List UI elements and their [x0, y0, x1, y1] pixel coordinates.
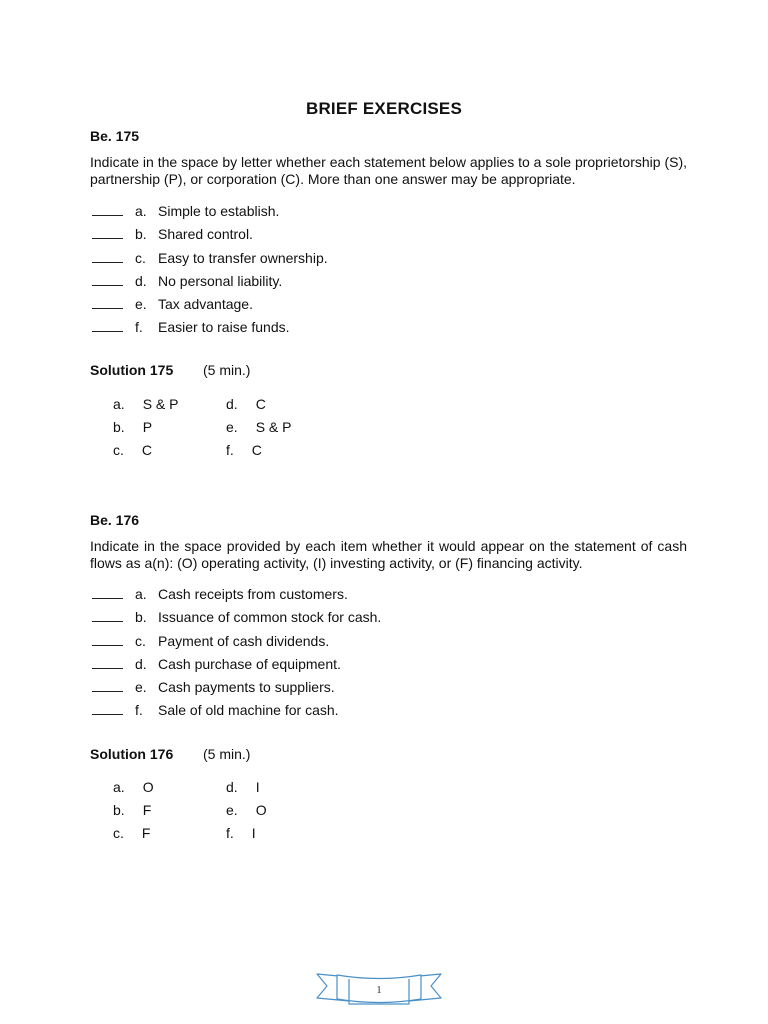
- answer-letter: e.: [226, 802, 238, 818]
- solution-answer: [113, 439, 152, 462]
- solution-label: Solution 175: [90, 362, 174, 378]
- solution-answer: [113, 822, 150, 845]
- answer-letter: f.: [226, 442, 234, 458]
- item-text: Cash receipts from customers.: [158, 586, 348, 602]
- solution-heading: [90, 746, 251, 762]
- item-letter: f.: [135, 319, 143, 336]
- answer-value: C: [255, 396, 266, 412]
- item-text: Sale of old machine for cash.: [158, 702, 339, 719]
- solution-answer: [226, 439, 262, 462]
- item-letter: e.: [135, 296, 147, 313]
- answer-value: C: [141, 442, 153, 458]
- answer-value: O: [255, 802, 267, 818]
- item-text: Simple to establish.: [158, 203, 280, 219]
- solution-answer: [226, 416, 291, 439]
- answer-value: O: [142, 779, 154, 795]
- solution-label: Solution 176: [90, 746, 174, 762]
- answer-value: F: [141, 825, 151, 841]
- answer-value: S & P: [142, 396, 179, 412]
- answer-blank: [92, 238, 123, 239]
- exercise-heading: Be. 175: [90, 128, 140, 144]
- solution-time: (5 min.): [203, 746, 251, 762]
- item-text: Easy to transfer ownership.: [158, 249, 328, 266]
- item-letter: a.: [135, 586, 147, 602]
- answer-letter: b.: [113, 419, 125, 435]
- solution-answer: [113, 416, 152, 439]
- answer-letter: c.: [113, 442, 124, 458]
- page-footer-ribbon: [315, 968, 443, 1008]
- answer-letter: e.: [226, 419, 238, 435]
- solution-time: (5 min.): [203, 362, 251, 378]
- solution-answer: [226, 776, 260, 799]
- item-letter: f.: [135, 702, 143, 719]
- answer-blank: [92, 691, 123, 692]
- item-letter: d.: [135, 272, 147, 289]
- answer-value: P: [142, 419, 153, 435]
- answer-blank: [92, 645, 123, 646]
- answer-blank: [92, 621, 123, 622]
- answer-blank: [92, 598, 123, 599]
- solution-answer: [113, 393, 178, 416]
- answer-blank: [92, 668, 123, 669]
- answer-letter: d.: [226, 396, 238, 412]
- item-text: Shared control.: [158, 226, 253, 243]
- solution-answer: [226, 799, 267, 822]
- exercise-heading: Be. 176: [90, 512, 140, 528]
- answer-blank: [92, 308, 123, 309]
- item-letter: c.: [135, 249, 146, 266]
- item-letter: b.: [135, 609, 147, 626]
- solution-answer: [226, 393, 266, 416]
- solution-answer: [226, 822, 256, 845]
- answer-blank: [92, 331, 123, 332]
- answer-value: I: [251, 825, 256, 841]
- solution-heading: [90, 362, 251, 378]
- answer-letter: a.: [113, 779, 125, 795]
- answer-value: S & P: [255, 419, 292, 435]
- item-text: Cash purchase of equipment.: [158, 655, 341, 672]
- answer-blank: [92, 262, 123, 263]
- item-text: Easier to raise funds.: [158, 319, 290, 336]
- item-letter: a.: [135, 203, 147, 219]
- answer-letter: c.: [113, 825, 124, 841]
- answer-value: C: [251, 442, 262, 458]
- answer-letter: a.: [113, 396, 125, 412]
- item-letter: d.: [135, 655, 147, 672]
- answer-letter: f.: [226, 825, 234, 841]
- answer-blank: [92, 285, 123, 286]
- answer-blank: [92, 215, 123, 216]
- item-letter: b.: [135, 226, 147, 243]
- item-text: Cash payments to suppliers.: [158, 679, 335, 696]
- item-text: No personal liability.: [158, 272, 283, 289]
- exercise-instructions: Indicate in the space provided by each item whether it would appear on the statement of cash flows as a(n): (O) operating activity, (I) investing activity, or (F) financing activity.: [90, 538, 687, 571]
- page-title: BRIEF EXERCISES: [305, 99, 463, 118]
- exercise-instructions: Indicate in the space by letter whether each statement below applies to a sole proprietorship (S), partnership (P), or corporation (C). More than one answer may be appropriate.: [90, 154, 687, 187]
- item-letter: c.: [135, 632, 146, 649]
- item-text: Payment of cash dividends.: [158, 632, 330, 649]
- solution-answer: [113, 776, 154, 799]
- solution-answer: [113, 799, 151, 822]
- answer-letter: d.: [226, 779, 238, 795]
- item-letter: e.: [135, 679, 147, 696]
- item-text: Issuance of common stock for cash.: [158, 609, 382, 626]
- page-number: 1: [376, 984, 382, 996]
- answer-letter: b.: [113, 802, 125, 818]
- item-text: Tax advantage.: [158, 296, 253, 313]
- answer-blank: [92, 714, 123, 715]
- answer-value: F: [142, 802, 152, 818]
- answer-value: I: [255, 779, 260, 795]
